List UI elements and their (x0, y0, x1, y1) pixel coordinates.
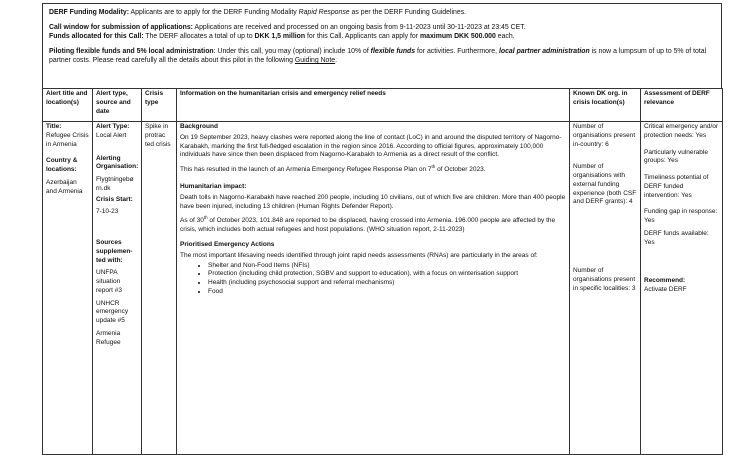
crisis-type-cell: Spike in protrac ted crisis (142, 122, 177, 455)
header-crisis-type: Crisis type (142, 89, 177, 122)
impact-heading: Humanitarian impact: (180, 182, 247, 190)
pilot-label: Piloting flexible funds and 5% local administration (49, 48, 214, 56)
assessment-cell: Critical emergency and/or protection needs: Yes Particularly vulnerable groups: Yes Timeliness potential of DERF funded intervention: Yes Funding gap in response: Yes DERF funds available: Yes Recommend: Activate DERF (641, 122, 723, 455)
list-item: • Food (208, 288, 566, 297)
window-label: Call window for submission of applications: (49, 24, 193, 32)
background-heading: Background (180, 123, 218, 130)
pilot-paragraph: Piloting flexible funds and 5% local administration: Under this call, you may (optional) include 10% of flexible funds for activities. Furthermore, local partner administration is now a lumpsum of up to 5% of total partner costs. Please read carefully all the details about this pilot in the following Guiding Note. (49, 48, 707, 65)
list-item: • Health (including psychosocial support and referral mechanisms) (208, 279, 566, 288)
list-item: • Shelter and Non-Food Items (NFIs) (208, 262, 566, 271)
funds-label: Funds allocated for this Call: (49, 33, 144, 41)
header-alert-type: Alert type, source and date (93, 89, 142, 122)
list-item: • Protection (including child protection, SGBV and support to education), with a focus on winterisation support (208, 270, 566, 279)
call-intro-box (42, 3, 722, 88)
known-org-cell: Number of organisations present in-country: 6 Number of organisations with external funding experience (both CSF and DERF grants): 4 Number of organisations present in specific localities: 3 (570, 122, 641, 455)
alert-title-cell: Title: Refugee Crisis in Armenia Country & locations: Azerbaijan and Armenia (43, 122, 93, 455)
guiding-note-link[interactable]: Guiding Note (294, 57, 336, 65)
call-window-paragraph: Call window for submission of applications: Applications are received and processed on an ongoing basis from 9-11-2023 until 30-11-2023 at 23:45 CET. (49, 24, 526, 32)
actions-list (180, 262, 566, 297)
funds-paragraph: Funds allocated for this Call: The DERF allocates a total of up to DKK 1,5 million for this Call. Applicants can apply for maximum DKK 500.000 each. (49, 33, 515, 41)
alert-type-cell: Alert Type: Local Alert Alerting Organisation: Flygtningebø rn.dk Crisis Start: 7-10-23 Sources supplemen- ted with: UNFPA situation report #3 UNHCR emergency update #5 Armenia Refugee (93, 122, 142, 455)
header-known-dk-org: Known DK org. in crisis location(s) (570, 89, 641, 122)
header-information: Information on the humanitarian crisis and emergency relief needs (177, 89, 570, 122)
table-header-row (43, 89, 723, 122)
modality-label: DERF Funding Modality: (49, 9, 129, 16)
header-alert-title: Alert title and location(s) (43, 89, 93, 122)
actions-heading: Prioritised Emergency Actions (180, 240, 275, 248)
table-row (43, 122, 723, 455)
header-assessment: Assessment of DERF relevance (641, 89, 723, 122)
alert-table (42, 88, 723, 455)
funding-modality-paragraph: DERF Funding Modality: Applicants are to apply for the DERF Funding Modality Rapid Response as per the DERF Funding Guidelines. (49, 9, 467, 16)
information-cell: Background On 19 September 2023, heavy clashes were reported along the line of contact (LoC) in and around the disputed territory of Nagorno-Karabakh, marking the first full-fledged escalation in the region since 2016. According to official figures, approximately 100,000 individuals have since then been displaced from Nagorno-Karabakh to Armenia as a direct result of the conflict. This has resulted in the launch of an Armenia Emergency Refugee Response Plan on 7th of October 2023. Humanitarian impact: Death tolls in Nagorno-Karabakh have reached 200 people, including 10 civilians, out of which five are children. More than 400 people have been injured, including 13 children (Human Rights Defender Report). As of 30th of October 2023, 101.848 are reported to be displaced, having crossed into Armenia. 196.000 people are affected by the crisis, which includes both actual refugees and host populations. (WHO situation report, 2-11-2023) Prioritised Emergency Actions The most important lifesaving needs identified through joint rapid needs assessments (RNAs) are particularly in the areas of: • Shelter and Non-Food Items (NFIs) • Protection (including child protection, SGBV and support to education), with a focus on winterisation support • Health (including psychosocial support and referral mechanisms) • Food (177, 122, 570, 455)
